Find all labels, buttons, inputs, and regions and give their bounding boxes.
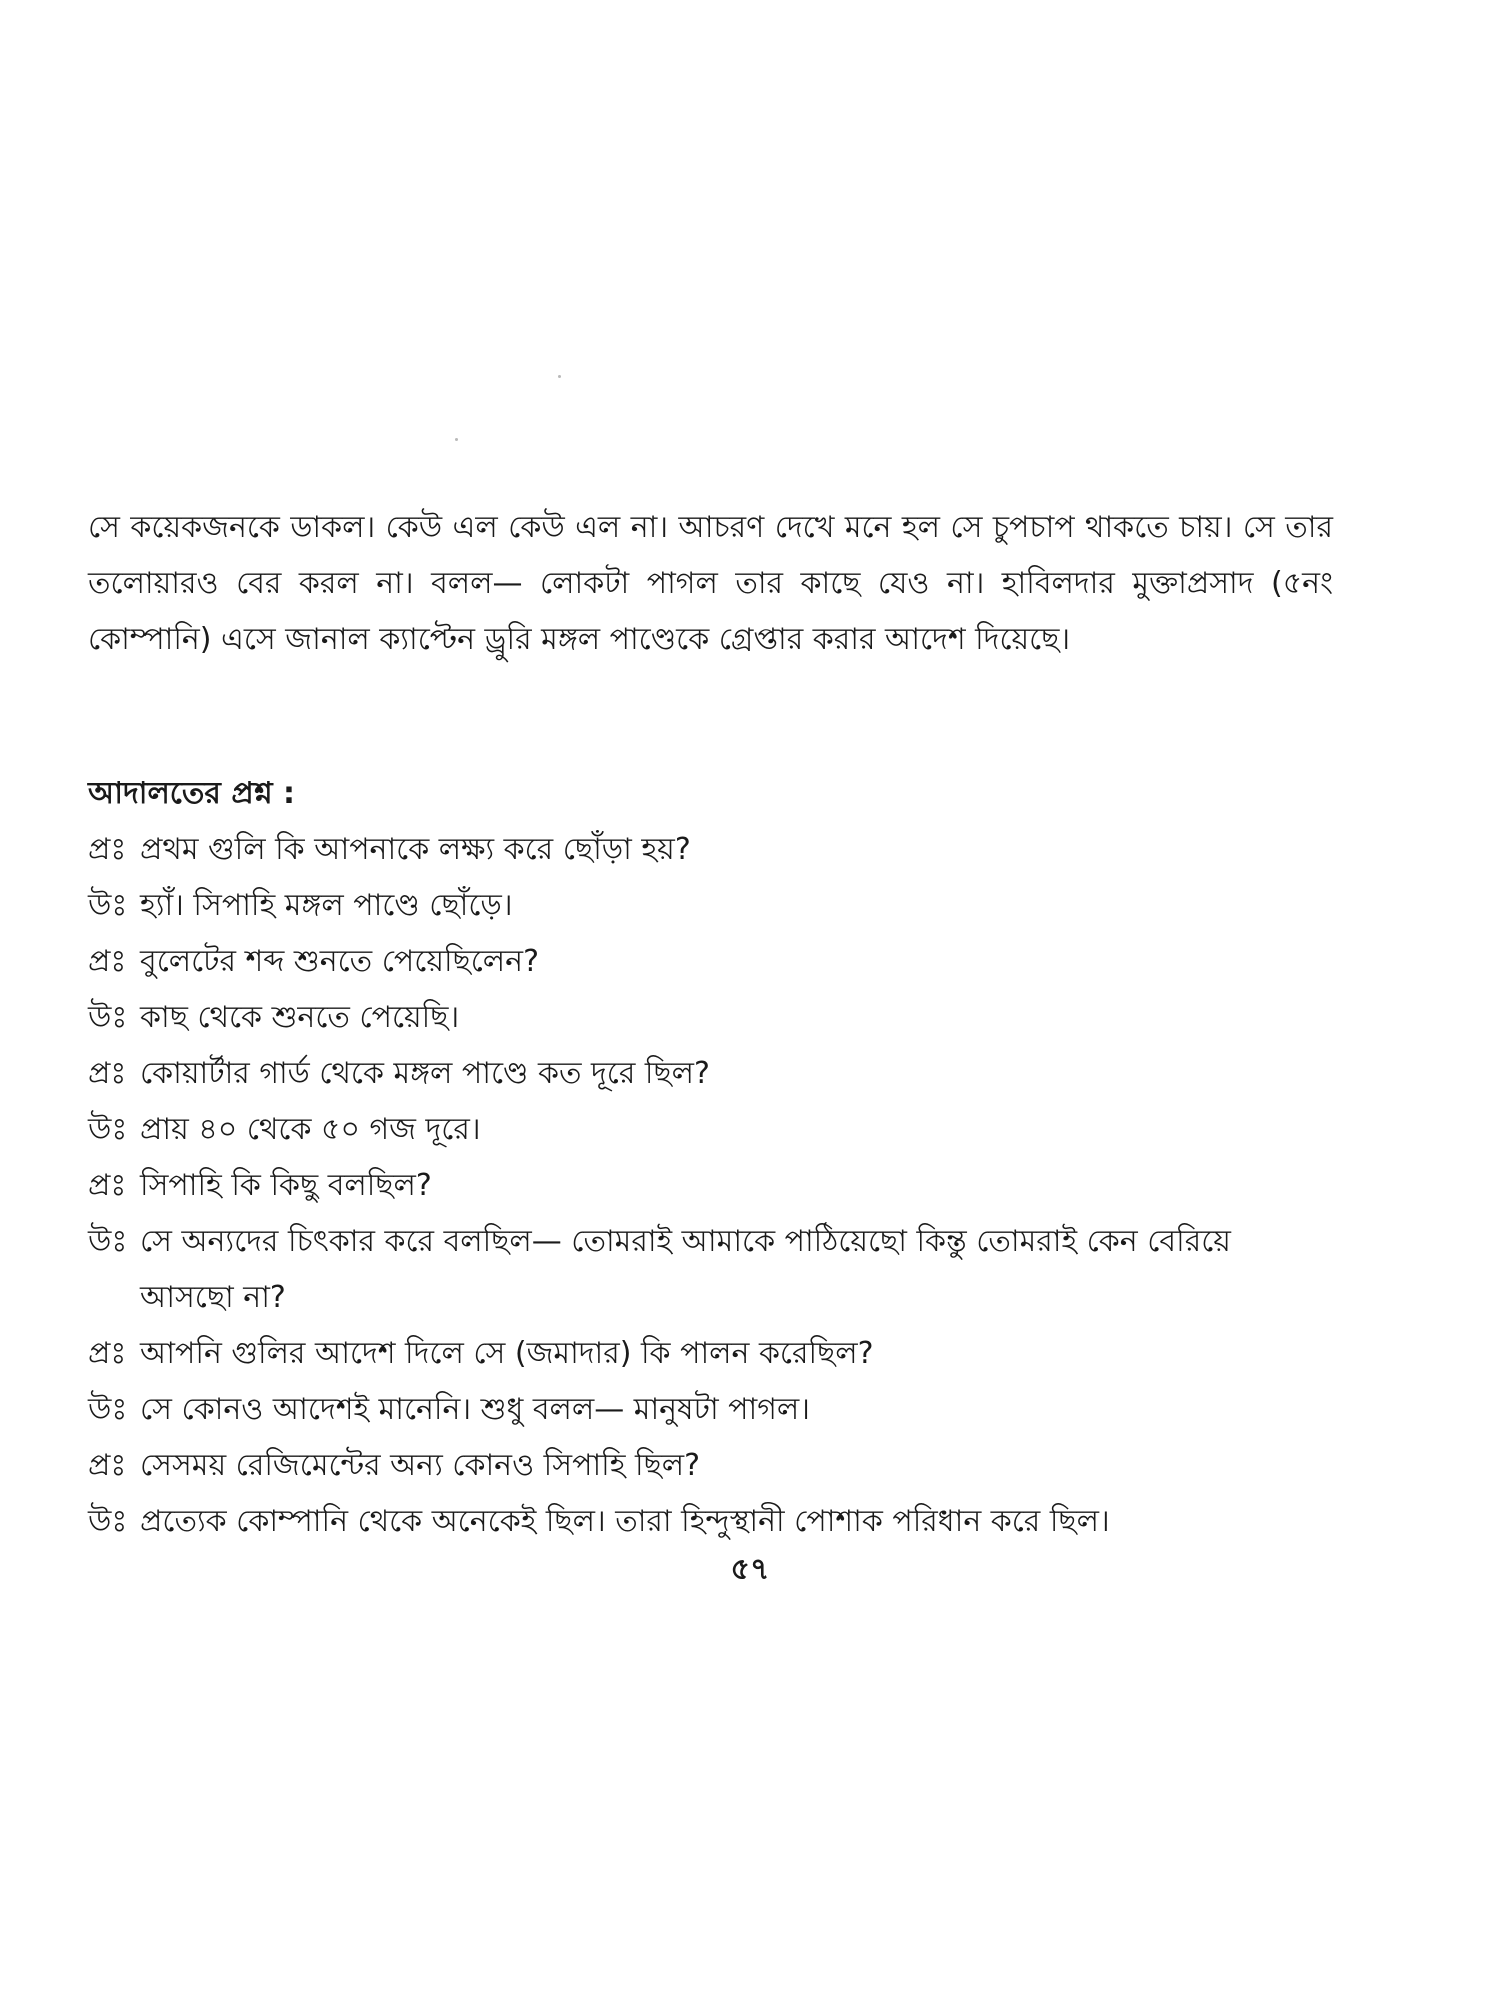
qa-prefix: উঃ xyxy=(88,1224,128,1259)
qa-answer xyxy=(88,1102,1333,1158)
qa-prefix: প্রঃ xyxy=(88,832,127,867)
qa-prefix: উঃ xyxy=(88,1112,128,1147)
qa-prefix: উঃ xyxy=(88,1504,128,1539)
qa-answer xyxy=(88,878,1333,934)
qa-question xyxy=(88,1438,1333,1494)
intro-section xyxy=(88,500,1333,668)
intro-paragraph: সে কয়েকজনকে ডাকল। কেউ এল কেউ এল না। আচরণ দেখে মনে হল সে চুপচাপ থাকতে চায়। সে তার তলোয়ারও বের করল না। বলল— লোকটা পাগল তার কাছে যেও না। হাবিলদার মুক্তাপ্রসাদ (৫নং কোম্পানি) এসে জানাল ক্যাপ্টেন ড্রুরি মঙ্গল পাণ্ডেকে গ্রেপ্তার করার আদেশ দিয়েছে। xyxy=(88,510,1333,657)
qa-prefix: প্রঃ xyxy=(88,1056,127,1091)
qa-answer xyxy=(88,990,1333,1046)
qa-prefix: উঃ xyxy=(88,888,128,923)
qa-question xyxy=(88,822,1333,878)
scan-speck xyxy=(558,375,561,378)
qa-prefix: প্রঃ xyxy=(88,1168,127,1203)
qa-text: প্রথম গুলি কি আপনাকে লক্ষ্য করে ছোঁড়া হয়? xyxy=(140,832,691,867)
qa-text: প্রত্যেক কোম্পানি থেকে অনেকেই ছিল। তারা হিন্দুস্থানী পোশাক পরিধান করে ছিল। xyxy=(140,1504,1110,1539)
qa-text: কাছ থেকে শুনতে পেয়েছি। xyxy=(140,1000,460,1035)
qa-question xyxy=(88,1326,1333,1382)
qa-text: কোয়ার্টার গার্ড থেকে মঙ্গল পাণ্ডে কত দূরে ছিল? xyxy=(140,1056,710,1091)
qa-text: সে কোনও আদেশই মানেনি। শুধু বলল— মানুষটা পাগল। xyxy=(140,1392,810,1427)
qa-text: আপনি গুলির আদেশ দিলে সে (জমাদার) কি পালন করেছিল? xyxy=(140,1336,874,1371)
qa-prefix: প্রঃ xyxy=(88,944,127,979)
scan-speck xyxy=(455,438,458,441)
qa-prefix: উঃ xyxy=(88,1392,128,1427)
qa-text: হ্যাঁ। সিপাহি মঙ্গল পাণ্ডে ছোঁড়ে। xyxy=(140,888,513,923)
qa-text: সেসময় রেজিমেন্টের অন্য কোনও সিপাহি ছিল? xyxy=(140,1448,701,1483)
qa-prefix: প্রঃ xyxy=(88,1448,127,1483)
section-heading: আদালতের প্রশ্ন : xyxy=(88,776,296,811)
qa-prefix: প্রঃ xyxy=(88,1336,127,1371)
qa-text: সিপাহি কি কিছু বলছিল? xyxy=(140,1168,432,1203)
qa-answer xyxy=(88,1214,1333,1326)
qa-text: সে অন্যদের চিৎকার করে বলছিল— তোমরাই আমাকে পাঠিয়েছো কিন্তু তোমরাই কেন বেরিয়ে আসছো না? xyxy=(140,1224,1231,1315)
qa-question xyxy=(88,1158,1333,1214)
qa-prefix: উঃ xyxy=(88,1000,128,1035)
qa-question xyxy=(88,1046,1333,1102)
page-number: ৫৭ xyxy=(730,1552,770,1587)
qa-text: বুলেটের শব্দ শুনতে পেয়েছিলেন? xyxy=(140,944,539,979)
qa-question xyxy=(88,934,1333,990)
qa-list xyxy=(88,822,1333,1550)
qa-text: প্রায় ৪০ থেকে ৫০ গজ দূরে। xyxy=(140,1112,481,1147)
qa-answer xyxy=(88,1494,1333,1550)
qa-answer xyxy=(88,1382,1333,1438)
